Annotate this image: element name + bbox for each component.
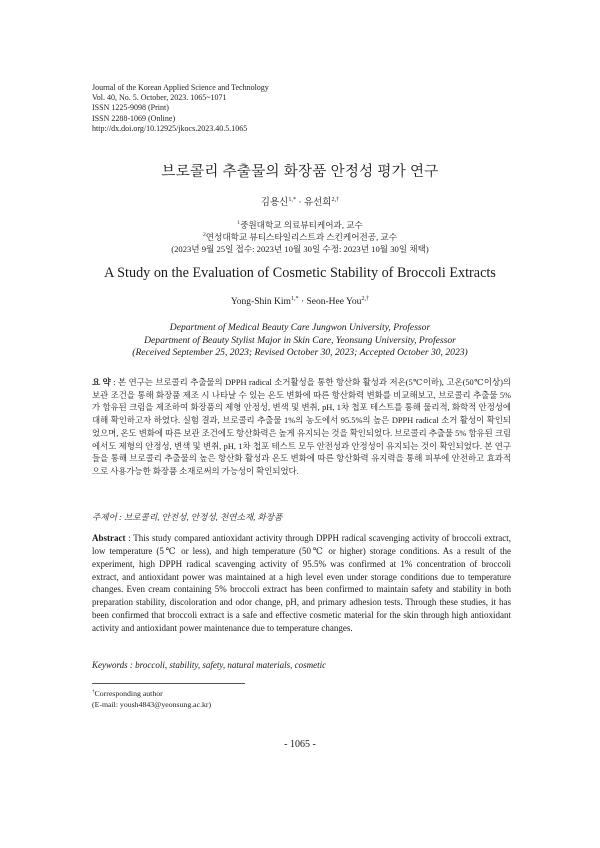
korean-authors [0,194,600,208]
author-separator: · [298,297,307,307]
english-abstract [92,532,511,635]
english-affiliations [0,322,600,360]
page-number: - 1065 - [284,739,316,750]
english-affiliation-2: Department of Beauty Stylist Major in Skin Care, Yeonsung University, Professor [144,334,456,346]
author-separator: · [296,198,304,208]
english-affiliation-1: Department of Medical Beauty Care Jungwon University, Professor [169,322,431,333]
korean-keywords: 주제어 : 브로콜리, 안전성, 안정성, 천연소재, 화장품 [92,512,283,522]
korean-affiliation-1 [0,219,600,231]
issn-print: ISSN 1225-9098 (Print) [92,103,169,113]
affil-1-text: 중원대학교 의료뷰티케어과, 교수 [240,220,363,230]
korean-author-2: 유선희 [303,198,332,208]
english-authors [0,297,600,307]
korean-affiliations [0,219,600,255]
journal-name: Journal of the Korean Applied Science and Technology [92,83,269,92]
affil-1-mark: 1 [237,220,241,227]
korean-abstract-text: : 본 연구는 브로콜리 추출물의 DPPH radical 소거활성을 통한 항산화 활성과 저온(5℃이하), 고온(50℃이상)의 보관 조건을 통해 화장품 제조 시 나타날 수 있는 온도 변화에 따른 항산화력 변화를 비교해보고, 브로콜리 추출물 5%가 함유된 크림을 제조하여 화장품의 제형 안정성, 변색 및 변취, pH, 1차 첩포 테스트를 통해 물리적, 화학적 안정성에 대해 확인하고자 하였다. 실험 결과, 브로콜리 추출물 1%의 농도에서 95.5%의 높은 DPPH radical 소거 활성이 확인되었으며, 온도 변화에 따른 보관 조건에도 항산화력은 높게 유지되는 것을 확인되었다. 브로콜리 추출물 5% 함유된 크림에서도 제형의 안정성, 변색 및 변취, pH, 1차 첩포 테스트 모두 안전성과 안정성이 유지되는 것이 확인되었다. 본 연구들을 통해 브로콜리 추출물의 높은 항산화 활성과 온도 변화에 따른 항산화력 유지력을 통해 피부에 안전하고 효과적으로 사용가능한 화장품 소재로써의 가능성이 확인되었다. [92,378,511,476]
english-author-2-affil: 2,† [361,295,370,302]
korean-author-2-affil: 2,† [331,196,340,203]
footnote [92,688,211,710]
journal-header [92,83,269,134]
issn-online: ISSN 2288-1069 (Online) [92,113,176,123]
english-author-1-affil: 1,* [290,295,299,302]
corresponding-author-note [92,688,211,699]
korean-affiliation-2 [0,231,600,243]
korean-author-1: 김용신 [260,198,289,208]
english-keywords: Keywords : broccoli, stability, safety, natural materials, cosmetic [92,660,327,670]
doi-link[interactable]: http://dx.doi.org/10.12925/jkocs.2023.40.5.1065 [92,123,248,133]
dagger-mark: † [92,688,95,695]
english-title: A Study on the Evaluation of Cosmetic Stability of Broccoli Extracts [104,265,496,281]
footnote-email: (E-mail: yoush4843@yeonsung.ac.kr) [92,700,212,709]
korean-title: 브로콜리 추출물의 화장품 안정성 평가 연구 [161,164,439,180]
journal-volume: Vol. 40, No. 5. October, 2023. 1065~1071 [92,93,227,103]
korean-abstract [92,377,511,479]
affil-2-mark: 2 [202,232,206,239]
footnote-line-1: Corresponding author [94,689,163,698]
affil-2-text: 연성대학교 뷰티스타일리스트과 스킨케어전공, 교수 [205,232,398,242]
english-abstract-label: Abstract [92,533,126,543]
footnote-divider [92,683,245,684]
korean-abstract-label: 요 약 [92,378,111,387]
english-author-1: Yong-Shin Kim [230,297,291,307]
english-abstract-text: : This study compared antioxidant activity through DPPH radical scavenging activity of broccoli extract, low temperature (5℃ or less), and high temperature (50℃ or higher) storage conditions. As a result of the experiment, high DPPH radical scavenging activity of 95.5% was confirmed at 1% concentration of broccoli extract, and antioxidant power was maintained at a high level even under storage conditions due to temperature changes. Even cream containing 5% broccoli extract has been confirmed to maintain safety and stability in both preparation stability, discoloration and odor change, pH, and primary adhesion tests. Through these studies, it has been confirmed that broccoli extract is a safe and effective cosmetic material for the skin through high antioxidant activity and antioxidant power maintenance due to temperature changes. [92,533,511,633]
english-dates: (Received September 25, 2023; Revised October 30, 2023; Accepted October 30, 2023) [132,347,468,359]
korean-dates: (2023년 9월 25일 접수: 2023년 10월 30일 수정: 2023년 10월 30일 채택) [171,244,429,254]
korean-author-1-affil: 1,* [288,196,297,203]
english-author-2: Seon-Hee You [306,297,362,307]
